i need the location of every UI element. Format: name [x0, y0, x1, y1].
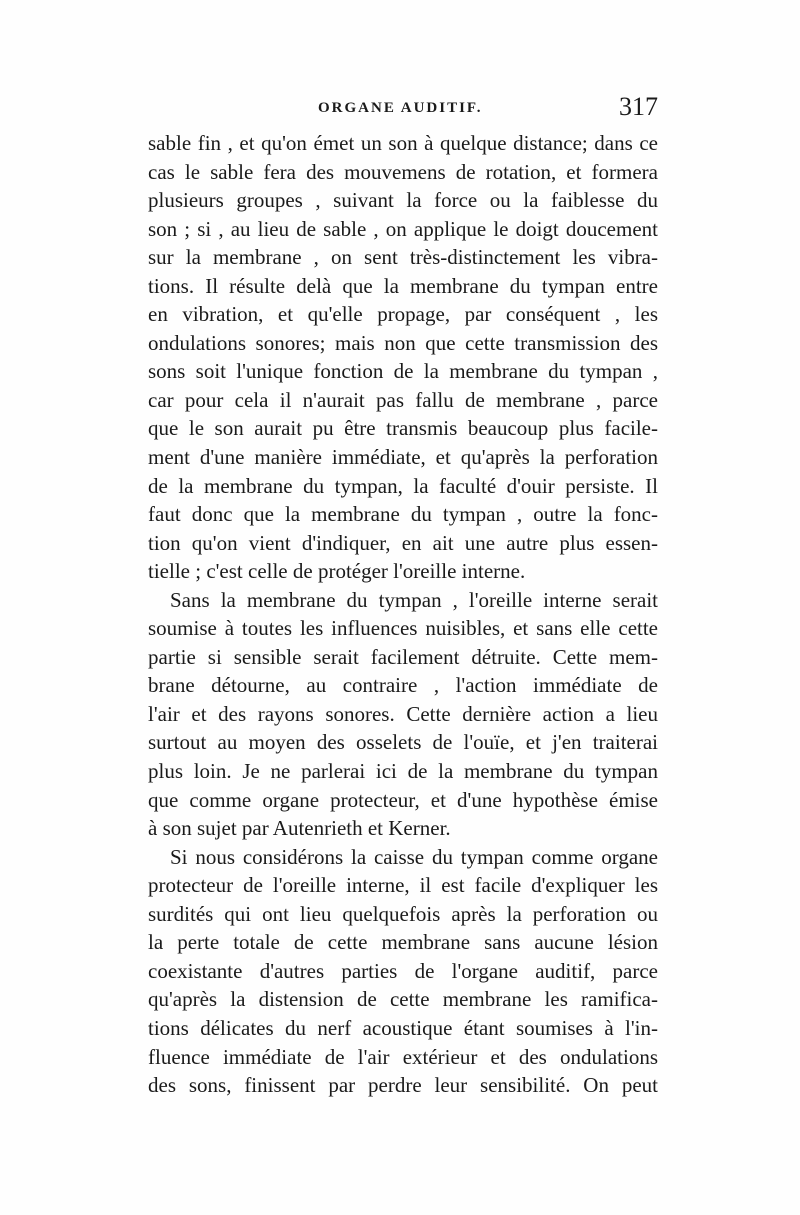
text-line: tions délicates du nerf acoustique étant soumises à l'in- [148, 1015, 658, 1040]
text-line: partie si sensible serait facilement détruite. Cette mem- [148, 644, 658, 669]
text-line: de la membrane du tympan, la faculté d'ouir persiste. Il [148, 473, 658, 498]
text-line: la perte totale de cette membrane sans aucune lésion [148, 930, 658, 955]
paragraph [148, 843, 658, 1100]
text-line: surdités qui ont lieu quelquefois après la perforation ou [148, 901, 658, 926]
paragraph [148, 586, 658, 843]
text-line: surtout au moyen des osselets de l'ouïe, et j'en traiterai [148, 730, 658, 755]
running-title: ORGANE AUDITIF. [318, 100, 483, 116]
page-number: 317 [619, 92, 658, 121]
text-line: ment d'une manière immédiate, et qu'après la perforation [148, 445, 658, 470]
text-line: coexistante d'autres parties de l'organe auditif, parce [148, 958, 658, 983]
running-head [148, 92, 658, 126]
paragraph [148, 129, 658, 586]
text-line: tielle ; c'est celle de protéger l'oreille interne. [148, 559, 526, 584]
text-line: sur la membrane , on sent très-distinctement les vibra- [148, 245, 658, 270]
text-line: soumise à toutes les influences nuisibles, et sans elle cette [148, 616, 658, 641]
text-line: des sons, finissent par perdre leur sensibilité. On peut [148, 1073, 658, 1098]
text-line: que comme organe protecteur, et d'une hypothèse émise [148, 787, 658, 812]
text-line: sons soit l'unique fonction de la membrane du tympan , [148, 359, 658, 384]
body-text [148, 129, 658, 1100]
text-line: tion qu'on vient d'indiquer, en ait une autre plus essen- [148, 530, 658, 555]
text-line: brane détourne, au contraire , l'action immédiate de [148, 673, 658, 698]
text-line: qu'après la distension de cette membrane les ramifica- [148, 987, 658, 1012]
text-line: Sans la membrane du tympan , l'oreille interne serait [170, 587, 658, 612]
text-line: son ; si , au lieu de sable , on applique le doigt doucement [148, 216, 658, 241]
text-line: protecteur de l'oreille interne, il est facile d'expliquer les [148, 873, 658, 898]
text-line: à son sujet par Autenrieth et Kerner. [148, 816, 451, 841]
text-line: plus loin. Je ne parlerai ici de la membrane du tympan [148, 759, 658, 784]
text-line: tions. Il résulte delà que la membrane du tympan entre [148, 273, 658, 298]
text-line: plusieurs groupes , suivant la force ou la faiblesse du [148, 188, 658, 213]
text-line: faut donc que la membrane du tympan , outre la fonc- [148, 502, 658, 527]
text-line: cas le sable fera des mouvemens de rotation, et formera [148, 159, 658, 184]
text-line: fluence immédiate de l'air extérieur et des ondulations [148, 1044, 658, 1069]
text-line: que le son aurait pu être transmis beaucoup plus facile- [148, 416, 658, 441]
text-line: car pour cela il n'aurait pas fallu de membrane , parce [148, 387, 658, 412]
text-line: sable fin , et qu'on émet un son à quelque distance; dans ce [148, 131, 658, 155]
text-line: l'air et des rayons sonores. Cette dernière action a lieu [148, 701, 658, 726]
text-line: en vibration, et qu'elle propage, par conséquent , les [148, 302, 658, 327]
text-line: ondulations sonores; mais non que cette transmission des [148, 330, 658, 355]
text-line: Si nous considérons la caisse du tympan comme organe [170, 844, 658, 869]
